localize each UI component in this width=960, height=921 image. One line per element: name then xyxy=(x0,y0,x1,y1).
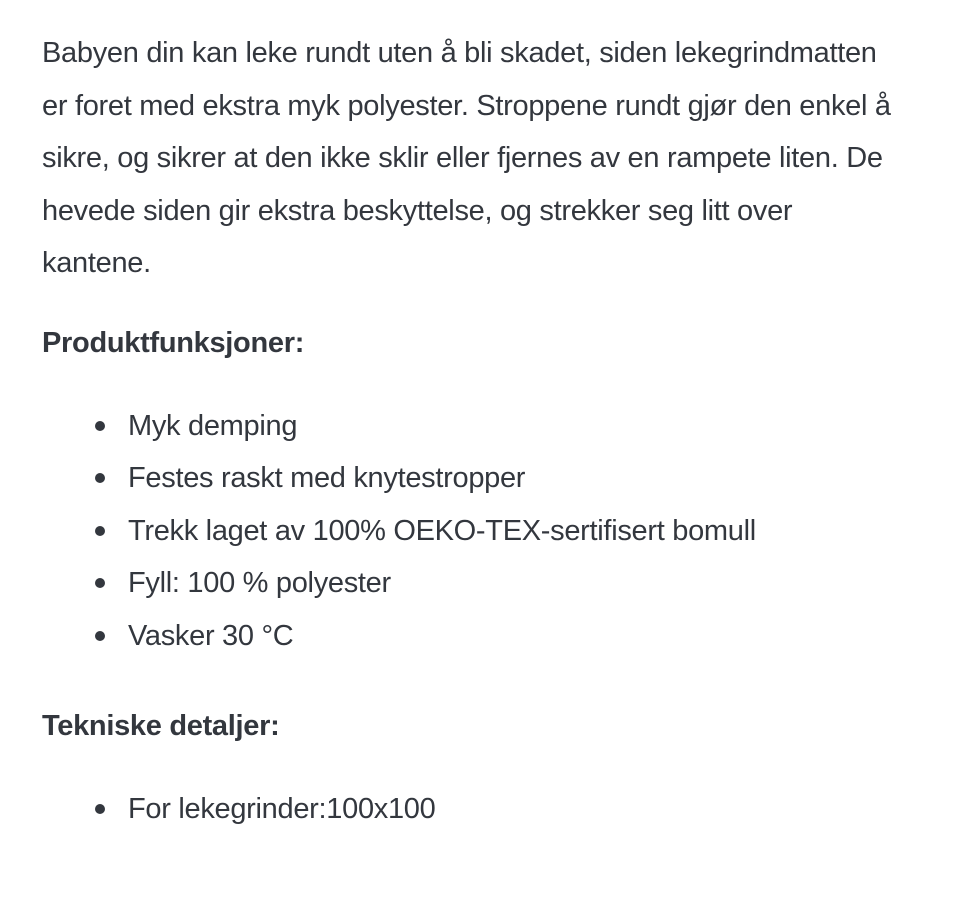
list-item-text: Fyll: 100 % polyester xyxy=(128,567,391,599)
list-item xyxy=(42,505,906,558)
product-features-list xyxy=(42,400,906,663)
bullet-icon xyxy=(95,526,105,536)
list-item-text: Myk demping xyxy=(128,409,298,442)
bullet-icon xyxy=(95,421,105,431)
list-item xyxy=(42,557,906,610)
list-item-text: For lekegrinder:100x100 xyxy=(128,793,436,825)
section-heading-technical-details: Tekniske detaljer: xyxy=(42,710,280,742)
bullet-icon xyxy=(95,804,105,814)
list-item xyxy=(42,783,906,836)
list-item-text: Trekk laget av 100% OEKO-TEX-sertifisert bomull xyxy=(128,514,756,547)
bullet-icon xyxy=(95,578,105,588)
bullet-icon xyxy=(95,473,105,483)
list-item xyxy=(42,452,906,505)
section-heading-product-features: Produktfunksjoner: xyxy=(42,326,305,359)
technical-details-list xyxy=(42,783,906,836)
list-item xyxy=(42,400,906,453)
product-description-paragraph: Babyen din kan leke rundt uten å bli skadet, siden lekegrindmatten er foret med ekstra myk polyester. Stroppene rundt gjør den enkel å sikre, og sikrer at den ikke sklir eller fjernes av en rampete liten. De hevede siden gir ekstra beskyttelse, og strekker seg litt over kantene. xyxy=(42,37,891,279)
list-item-text: Festes raskt med knytestropper xyxy=(128,462,526,494)
list-item-text: Vasker 30 °C xyxy=(128,619,294,652)
list-item xyxy=(42,610,906,663)
bullet-icon xyxy=(95,631,105,641)
